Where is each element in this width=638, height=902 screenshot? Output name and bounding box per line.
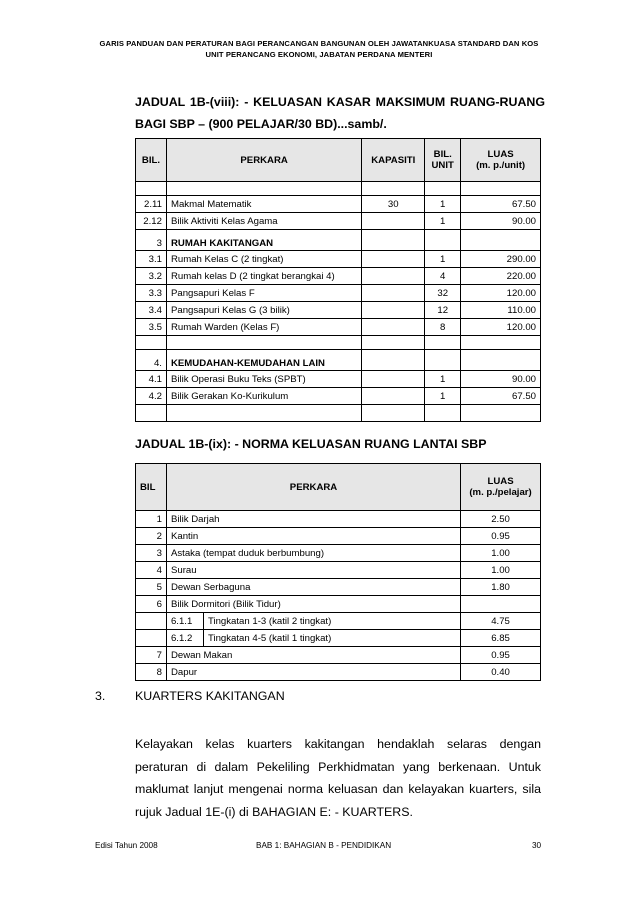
table-header-row — [136, 139, 541, 182]
table-1b-viii — [135, 138, 541, 422]
footer-edition: Edisi Tahun 2008 — [95, 841, 158, 850]
page-header — [0, 38, 638, 60]
cell-luas: 4.75 — [461, 613, 541, 630]
col-header-unit-line1: BIL. — [433, 149, 452, 160]
cell-unit: 8 — [425, 319, 461, 336]
table-1b-ix — [135, 463, 541, 681]
table-row — [136, 596, 541, 613]
cell-section-title: RUMAH KAKITANGAN — [166, 230, 361, 251]
cell-perkara: Dapur — [166, 664, 460, 681]
table-section-row — [136, 350, 541, 371]
cell-kapasiti — [362, 285, 425, 302]
table-row — [136, 528, 541, 545]
cell-bil: 4 — [136, 562, 167, 579]
cell-unit: 1 — [425, 251, 461, 268]
cell-kapasiti — [362, 371, 425, 388]
cell-luas: 6.85 — [461, 630, 541, 647]
cell-bil: 3.1 — [136, 251, 167, 268]
col-header-perkara: PERKARA — [166, 139, 361, 182]
section-title: KUARTERS KAKITANGAN — [135, 689, 285, 703]
table-header-row — [136, 464, 541, 511]
cell-bil: 2.12 — [136, 213, 167, 230]
cell-perkara: Rumah kelas D (2 tingkat berangkai 4) — [166, 268, 361, 285]
cell-luas: 120.00 — [461, 285, 541, 302]
cell-bil: 3 — [136, 545, 167, 562]
cell-bil: 6 — [136, 596, 167, 613]
cell-bil: 4.1 — [136, 371, 167, 388]
table-row — [136, 579, 541, 596]
cell-luas: 0.95 — [461, 528, 541, 545]
cell-perkara: Astaka (tempat duduk berbumbung) — [166, 545, 460, 562]
cell-luas: 2.50 — [461, 511, 541, 528]
cell-unit: 1 — [425, 388, 461, 405]
table-section-row — [136, 230, 541, 251]
cell-perkara: Bilik Dormitori (Bilik Tidur) — [166, 596, 460, 613]
cell-kapasiti — [362, 388, 425, 405]
cell-kapasiti: 30 — [362, 196, 425, 213]
col-header-luas-line1: LUAS — [487, 476, 514, 487]
col-header-kapasiti: KAPASITI — [362, 139, 425, 182]
cell-bil: 3.3 — [136, 285, 167, 302]
cell-perkara: Bilik Darjah — [166, 511, 460, 528]
header-line-1: GARIS PANDUAN DAN PERATURAN BAGI PERANCANGAN BANGUNAN OLEH JAWATANKUASA STANDARD DAN KOS — [99, 39, 539, 48]
cell-luas — [461, 350, 541, 371]
cell-luas: 220.00 — [461, 268, 541, 285]
cell-perkara: Surau — [166, 562, 460, 579]
table-subrow — [136, 613, 541, 630]
cell-perkara: Rumah Kelas C (2 tingkat) — [166, 251, 361, 268]
cell-kapasiti — [362, 251, 425, 268]
cell-kapasiti — [362, 230, 425, 251]
table1-title-line2: BAGI SBP – (900 PELAJAR/30 BD)...samb/. — [135, 117, 387, 131]
table-subrow — [136, 630, 541, 647]
cell-unit: 32 — [425, 285, 461, 302]
cell-luas: 90.00 — [461, 371, 541, 388]
cell-perkara: Dewan Makan — [166, 647, 460, 664]
cell-bil: 3 — [136, 230, 167, 251]
cell-perkara: Pangsapuri Kelas G (3 bilik) — [166, 302, 361, 319]
cell-bil — [136, 613, 167, 630]
cell-kapasiti — [362, 268, 425, 285]
col-header-luas-line1: LUAS — [487, 149, 514, 160]
cell-perkara: Rumah Warden (Kelas F) — [166, 319, 361, 336]
table2-title: JADUAL 1B-(ix): - NORMA KELUASAN RUANG LANTAI SBP — [135, 437, 487, 451]
col-header-luas — [461, 464, 541, 511]
section-3-paragraph: Kelayakan kelas kuarters kakitangan hendaklah selaras dengan peraturan di dalam Pekeliling Perkhidmatan yang berkenaan. Untuk maklumat lanjut mengenai norma keluasan dan kelayakan kuarters, sila rujuk Jadual 1E-(i) di BAHAGIAN E: - KUARTERS. — [135, 737, 541, 819]
cell-section-title: KEMUDAHAN-KEMUDAHAN LAIN — [166, 350, 361, 371]
cell-bil: 1 — [136, 511, 167, 528]
col-header-luas — [461, 139, 541, 182]
table-row — [136, 388, 541, 405]
cell-perkara: Kantin — [166, 528, 460, 545]
col-header-bil: BIL. — [136, 139, 167, 182]
cell-bil: 3.2 — [136, 268, 167, 285]
col-header-luas-line2: (m. p./pelajar) — [469, 487, 532, 498]
cell-bil: 2 — [136, 528, 167, 545]
table-spacer-row — [136, 405, 541, 422]
cell-unit: 1 — [425, 371, 461, 388]
cell-luas: 1.00 — [461, 545, 541, 562]
cell-perkara: Pangsapuri Kelas F — [166, 285, 361, 302]
cell-bil: 8 — [136, 664, 167, 681]
cell-kapasiti — [362, 319, 425, 336]
cell-perkara: Makmal Matematik — [166, 196, 361, 213]
table-row — [136, 647, 541, 664]
cell-kapasiti — [362, 213, 425, 230]
cell-unit: 12 — [425, 302, 461, 319]
cell-bil: 3.4 — [136, 302, 167, 319]
table-row — [136, 268, 541, 285]
cell-luas: 0.40 — [461, 664, 541, 681]
table1-title-line1: JADUAL 1B-(viii): - KELUASAN KASAR MAKSIMUM RUANG-RUANG — [135, 95, 545, 109]
cell-luas — [461, 596, 541, 613]
cell-luas: 1.80 — [461, 579, 541, 596]
cell-luas: 1.00 — [461, 562, 541, 579]
footer-chapter: BAB 1: BAHAGIAN B - PENDIDIKAN — [256, 841, 392, 850]
cell-bil: 2.11 — [136, 196, 167, 213]
cell-luas: 90.00 — [461, 213, 541, 230]
table-row — [136, 511, 541, 528]
col-header-unit — [425, 139, 461, 182]
cell-bil: 3.5 — [136, 319, 167, 336]
table-spacer-row — [136, 182, 541, 196]
cell-sub-number: 6.1.2 — [166, 630, 203, 647]
table-row — [136, 371, 541, 388]
table-row — [136, 213, 541, 230]
cell-unit: 1 — [425, 213, 461, 230]
cell-bil: 4. — [136, 350, 167, 371]
cell-luas — [461, 230, 541, 251]
cell-bil: 7 — [136, 647, 167, 664]
table-row — [136, 664, 541, 681]
cell-bil: 4.2 — [136, 388, 167, 405]
cell-kapasiti — [362, 302, 425, 319]
cell-perkara: Bilik Gerakan Ko-Kurikulum — [166, 388, 361, 405]
col-header-bil: BIL — [136, 464, 167, 511]
cell-bil: 5 — [136, 579, 167, 596]
cell-luas: 120.00 — [461, 319, 541, 336]
cell-luas: 67.50 — [461, 196, 541, 213]
cell-sub-number: 6.1.1 — [166, 613, 203, 630]
cell-unit: 1 — [425, 196, 461, 213]
cell-perkara: Bilik Operasi Buku Teks (SPBT) — [166, 371, 361, 388]
cell-perkara: Dewan Serbaguna — [166, 579, 460, 596]
cell-unit — [425, 350, 461, 371]
table-row — [136, 562, 541, 579]
cell-luas: 0.95 — [461, 647, 541, 664]
table-row — [136, 319, 541, 336]
col-header-unit-line2: UNIT — [431, 160, 454, 171]
cell-perkara: Tingkatan 4-5 (katil 1 tingkat) — [203, 630, 460, 647]
table-row — [136, 302, 541, 319]
cell-luas: 290.00 — [461, 251, 541, 268]
cell-unit — [425, 230, 461, 251]
table-row — [136, 196, 541, 213]
col-header-luas-line2: (m. p./unit) — [476, 160, 526, 171]
cell-bil — [136, 630, 167, 647]
table-row — [136, 545, 541, 562]
cell-perkara: Tingkatan 1-3 (katil 2 tingkat) — [203, 613, 460, 630]
table-row — [136, 285, 541, 302]
header-line-2: UNIT PERANCANG EKONOMI, JABATAN PERDANA MENTERI — [205, 50, 433, 59]
col-header-perkara: PERKARA — [166, 464, 460, 511]
footer-page-number: 30 — [532, 841, 542, 850]
table-row — [136, 251, 541, 268]
table-spacer-row — [136, 336, 541, 350]
cell-perkara: Bilik Aktiviti Kelas Agama — [166, 213, 361, 230]
cell-unit: 4 — [425, 268, 461, 285]
cell-luas: 110.00 — [461, 302, 541, 319]
section-number: 3. — [95, 689, 106, 703]
cell-luas: 67.50 — [461, 388, 541, 405]
cell-kapasiti — [362, 350, 425, 371]
